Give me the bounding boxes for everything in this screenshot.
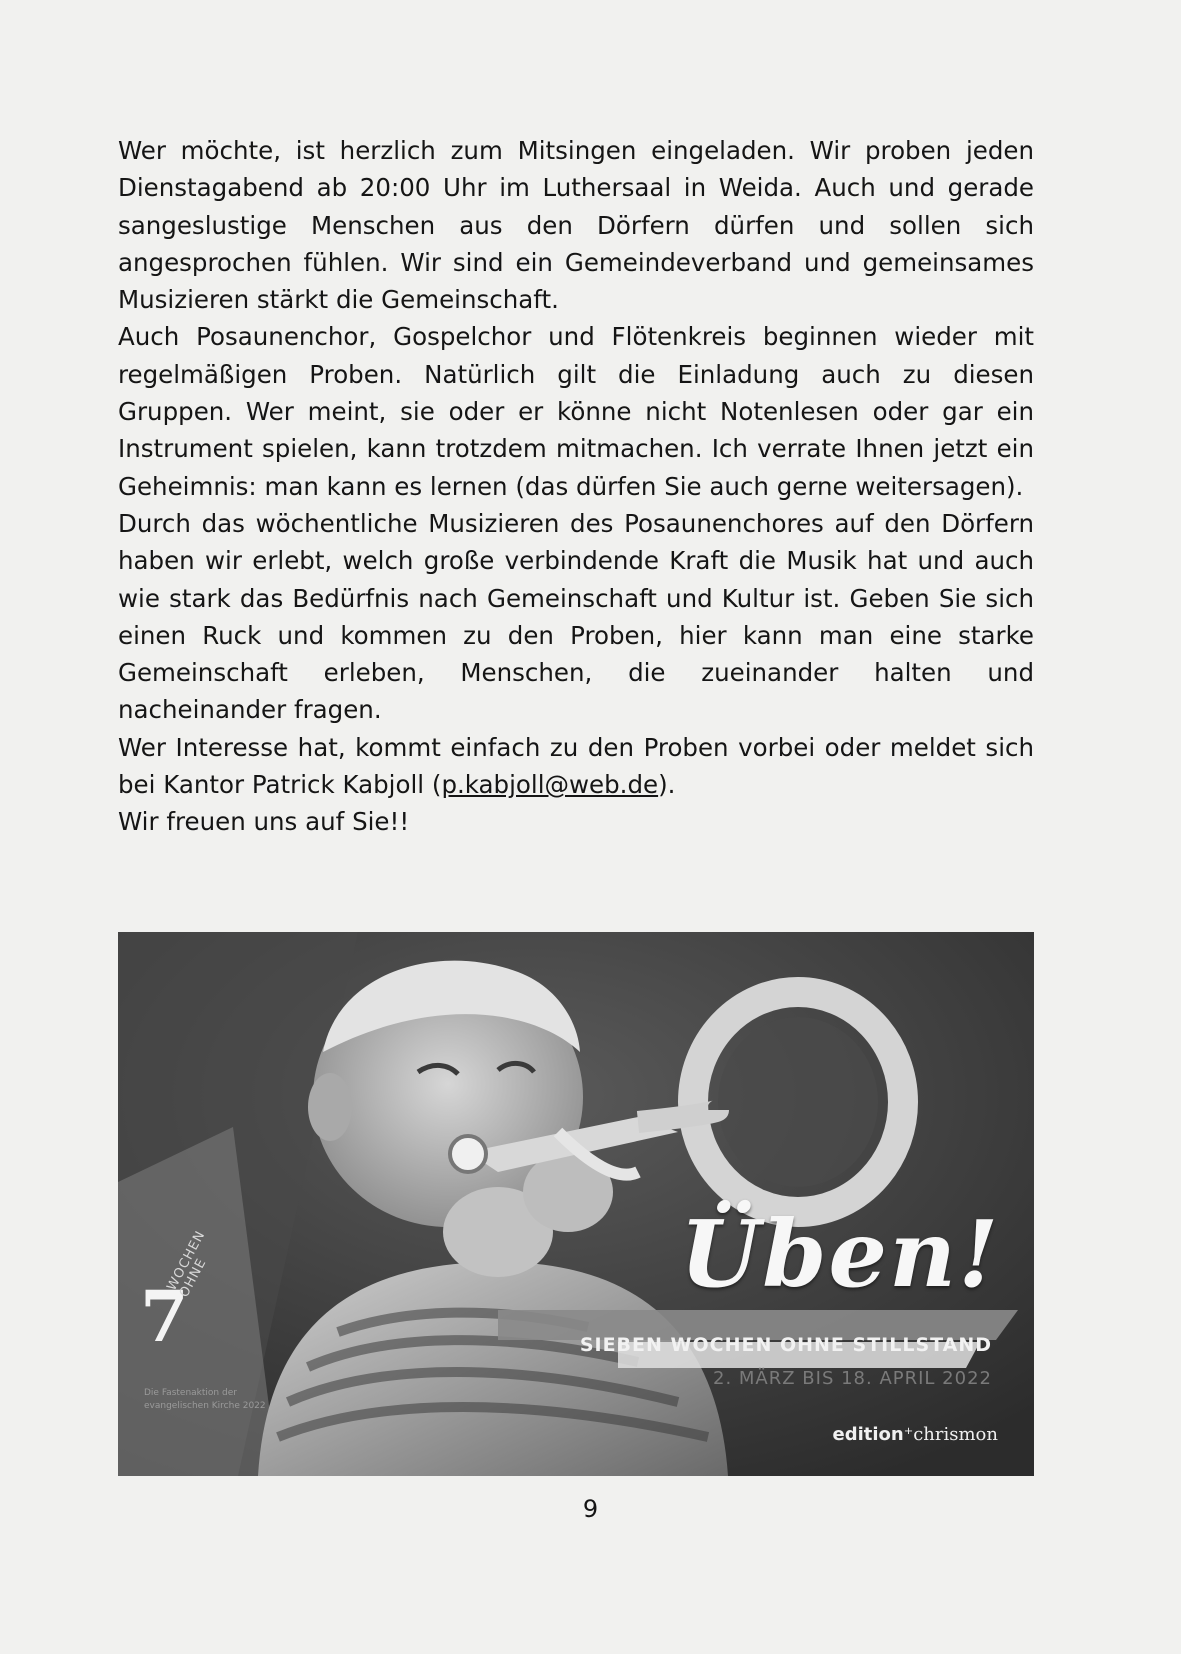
paragraph-choir-invitation: Wer möchte, ist herzlich zum Mitsingen eingeladen. Wir proben jeden Dienstagabend ab 20:00 Uhr im Luthersaal in Weida. Auch und gerade sangeslustige Menschen aus den Dörfern dürfen und sollen sich angesprochen fühlen. Wir sind ein Gemeindeverband und gemeinsames Musizieren stärkt die Gemeinschaft. — [118, 136, 1034, 315]
poster-image — [118, 932, 1034, 1476]
paragraph-groups: Auch Posaunenchor, Gospelchor und Flötenkreis beginnen wieder mit regelmäßigen Proben. Natürlich gilt die Einladung auch zu diesen Gruppen. Wer meint, sie oder er könne nicht Notenlesen oder gar ein Instrument spielen, kann trotzdem mitmachen. Ich verrate Ihnen jetzt ein Geheimnis: man kann es lernen (das dürfen Sie auch gerne weitersagen). — [118, 322, 1034, 501]
article-body — [118, 132, 1034, 841]
paragraph-contact — [118, 729, 1034, 804]
contact-text-end: ). — [658, 770, 676, 800]
brand-edition: edition — [832, 1424, 904, 1445]
campaign-text: Die Fastenaktion der evangelischen Kirche 2022 — [144, 1388, 266, 1411]
poster-brand — [832, 1424, 998, 1445]
poster-headline: Üben! — [680, 1200, 1001, 1308]
brand-name: chrismon — [913, 1424, 998, 1445]
contact-text: Wer Interesse hat, kommt einfach zu den Proben vorbei oder meldet sich bei Kantor Patrick Kabjoll ( — [118, 732, 1034, 800]
weeks-label-text: WOCHEN OHNE — [164, 1228, 210, 1300]
seven-numeral: 7 — [140, 1275, 189, 1358]
cross-icon: ⁺ — [903, 1424, 914, 1445]
poster-dates: 2. MÄRZ BIS 18. APRIL 2022 — [713, 1368, 992, 1389]
paragraph-community: Durch das wöchentliche Musizieren des Posaunenchores auf den Dörfern haben wir erlebt, welch große verbindende Kraft die Musik hat und auch wie stark das Bedürfnis nach Gemeinschaft und Kultur ist. Geben Sie sich einen Ruck und kommen zu den Proben, hier kann man eine starke Gemeinschaft erleben, Menschen, die zueinander halten und nacheinander fragen. — [118, 508, 1034, 725]
page-number: 9 — [582, 1495, 599, 1523]
email-link[interactable]: p.kabjoll@web.de — [441, 770, 659, 800]
closing-line: Wir freuen uns auf Sie!! — [118, 807, 410, 837]
poster-subtitle: SIEBEN WOCHEN OHNE STILLSTAND — [579, 1334, 992, 1356]
